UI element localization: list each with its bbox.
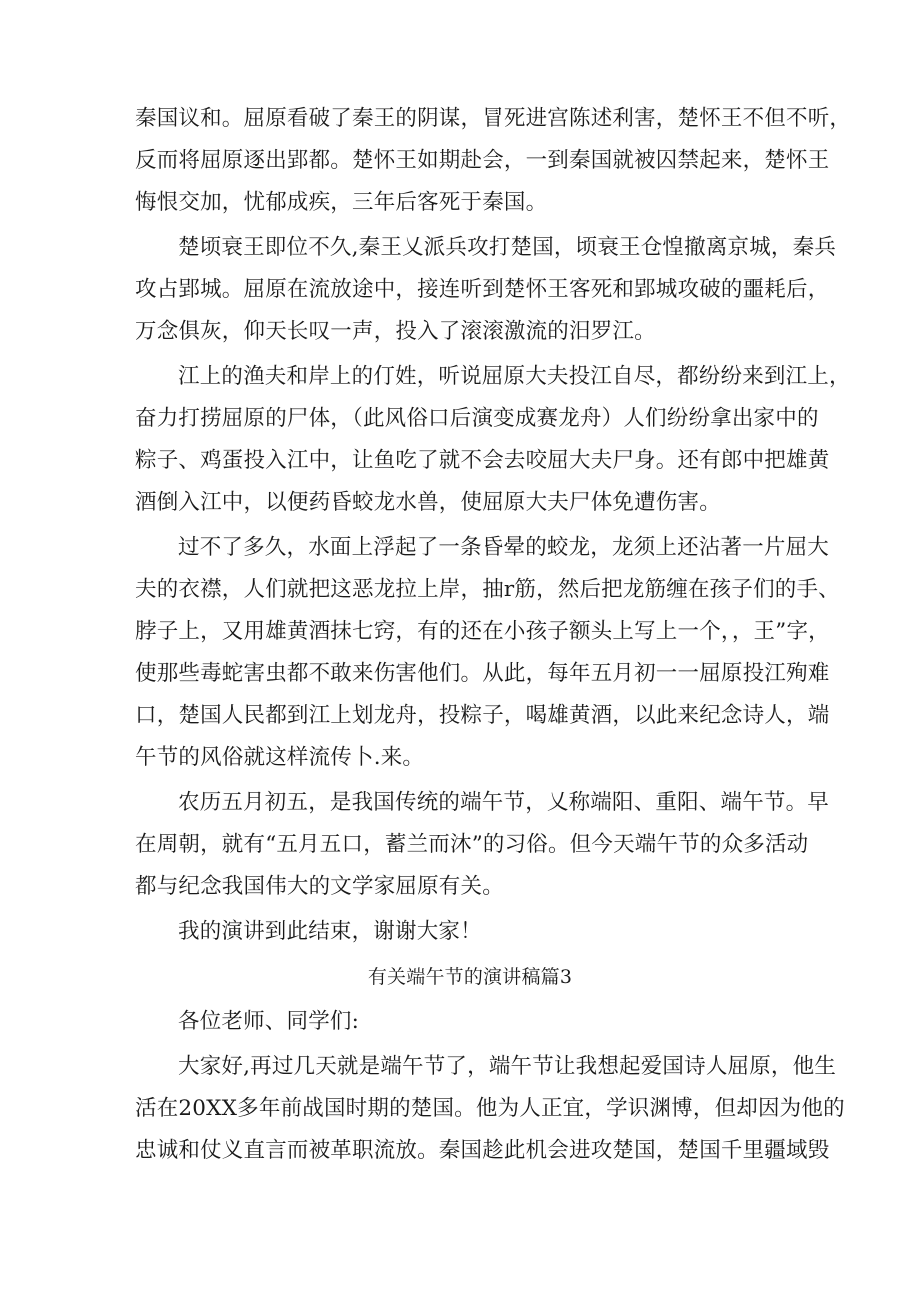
text-line: 忠诚和仗义直言而被革职流放。秦国趁此机会进攻楚国，楚国千里疆域毁 (135, 1138, 830, 1163)
text-line: 奋力打捞屈原的尸体，（此风俗口后演变成赛龙舟）人们纷纷拿出家中的 (135, 406, 819, 431)
section-title-block (135, 956, 785, 998)
text-line: 过不了多久，水面上浮起了一条昏晕的蛟龙，龙须上还沾著一片屈大 (178, 535, 830, 560)
text-line: 夫的衣襟，人们就把这恶龙拉上岸，抽r筋，然后把龙筋缠在孩子们的手、 (135, 577, 840, 602)
section-title: 有关端午节的演讲稿篇3 (367, 966, 573, 988)
text-line: 大家好,再过几天就是端午节了，端午节让我想起爱国诗人屈原，他生 (178, 1054, 837, 1079)
text-line: 酒倒入江中，以便药昏蛟龙水兽，使屈原大夫尸体免遭伤害。 (135, 490, 721, 515)
paragraph-qin-peace (135, 98, 852, 224)
text-line: 秦国议和。屈原看破了秦王的阴谋，冒死进宫陈述利害，楚怀王不但不听， (135, 106, 852, 131)
text-line: 悔恨交加，忧郁成疾，三年后客死于秦国。 (135, 190, 548, 215)
text-line: 江上的渔夫和岸上的仃姓，听说屈原大夫投江自尽，都纷纷来到江上， (178, 364, 851, 389)
text-line: 万念俱灰，仰天长叹一声，投入了滚滚激流的汨罗江。 (135, 319, 656, 344)
text-line: 在周朝，就有“五月五口，蓄兰而沐”的习俗。但今天端午节的众多活动 (135, 832, 809, 857)
text-line: 使那些毒蛇害虫都不敢来伤害他们。从此，每年五月初一一屈原投江殉难 (135, 661, 830, 686)
text-line: 我的演讲到此结束，谢谢大家！ (178, 919, 482, 944)
paragraph-ending (135, 911, 785, 953)
text-line: 粽子、鸡蛋投入江中，让鱼吃了就不会去咬屈大夫尸身。还有郎中把雄黄 (135, 448, 830, 473)
document-body (135, 98, 852, 1172)
text-line: 脖子上，又用雄黄酒抹七窍，有的还在小孩子额头上写上一个，，王”字， (135, 619, 830, 644)
text-line: 反而将屈原逐出郢都。楚怀王如期赴会，一到秦国就被囚禁起来，楚怀王 (135, 148, 830, 173)
paragraph-fishermen (135, 356, 851, 524)
text-line: 口，楚国人民都到江上划龙舟，投粽子，喝雄黄酒，以此来纪念诗人，端 (135, 703, 830, 728)
paragraph-intro-next (135, 1046, 845, 1172)
text-line: 楚顷衰王即位不久,秦王乂派兵攻打楚国，顷衰王仓惶撤离京城，秦兵 (178, 235, 837, 260)
text-line: 活在20XX多年前战国时期的楚国。他为人正宜，学识渊博，但却因为他的 (135, 1096, 845, 1121)
paragraph-lunar-calendar (135, 782, 830, 908)
greeting-block (135, 1001, 785, 1043)
text-line: 农历五月初五，是我国传统的端午节，乂称端阳、重阳、端午节。早 (178, 790, 830, 815)
paragraph-dragon (135, 527, 840, 779)
text-line: 午节的风俗就这样流传卜.来。 (135, 745, 425, 770)
paragraph-exile (135, 227, 837, 353)
text-line: 都与纪念我国伟大的文学家屈原有关。 (135, 874, 504, 899)
greeting: 各位老师、同学们: (178, 1009, 360, 1034)
text-line: 攻占郢城。屈原在流放途中，接连听到楚怀王客死和郢城攻破的噩耗后， (135, 277, 830, 302)
